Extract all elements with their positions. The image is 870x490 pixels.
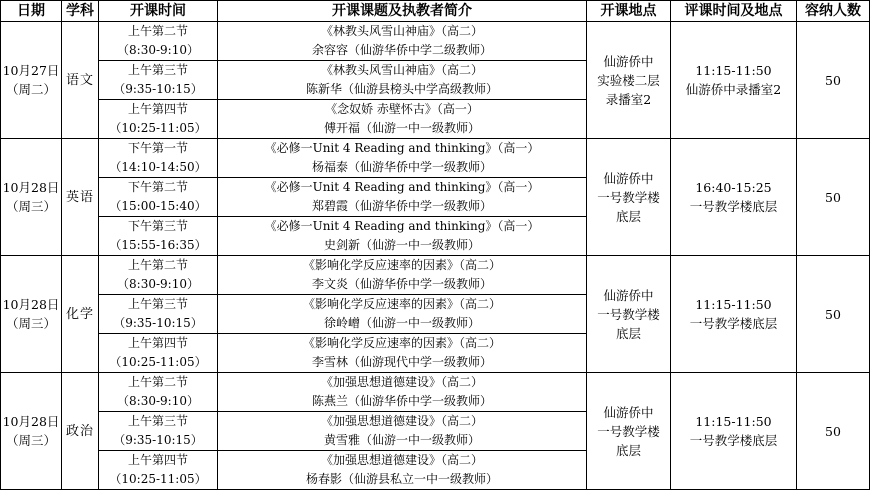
capacity-cell: 50 [797, 373, 870, 490]
topic-cell: 《加强思想道德建设》（高二） 陈燕兰（仙游华侨中学一级教师） [218, 373, 587, 412]
location-cell: 仙游侨中 实验楼二层 录播室2 [587, 22, 671, 139]
topic-cell: 《影响化学反应速率的因素》（高二） 徐岭嶒（仙游一中一级教师） [218, 295, 587, 334]
topic-cell: 《必修一Unit 4 Reading and thinking》（高一） 史剑新（仙游一中一级教师） [218, 217, 587, 256]
header-topic: 开课课题及执教者简介 [218, 1, 587, 22]
topic-cell: 《林教头风雪山神庙》（高二） 余容容（仙游华侨中学二级教师） [218, 22, 587, 61]
header-row [1, 1, 870, 22]
topic-cell: 《林教头风雪山神庙》（高二） 陈新华（仙游县榜头中学高级教师） [218, 61, 587, 100]
date-cell: 10月28日 （周三） [1, 139, 62, 256]
time-cell: 上午第二节 （8:30-9:10） [99, 373, 218, 412]
date-cell: 10月27日 （周二） [1, 22, 62, 139]
time-cell: 上午第二节 （8:30-9:10） [99, 22, 218, 61]
capacity-cell: 50 [797, 139, 870, 256]
table-row [1, 373, 870, 412]
time-cell: 上午第四节 （10:25-11:05） [99, 100, 218, 139]
header-date: 日期 [1, 1, 62, 22]
capacity-cell: 50 [797, 22, 870, 139]
topic-cell: 《必修一Unit 4 Reading and thinking》（高一） 杨福泰（仙游华侨中学一级教师） [218, 139, 587, 178]
topic-cell: 《必修一Unit 4 Reading and thinking》（高一） 郑碧霞（仙游华侨中学一级教师） [218, 178, 587, 217]
time-cell: 上午第三节 （9:35-10:15） [99, 295, 218, 334]
review-cell: 16:40-15:25 一号教学楼底层 [671, 139, 797, 256]
time-cell: 下午第三节 （15:55-16:35） [99, 217, 218, 256]
capacity-cell: 50 [797, 256, 870, 373]
location-cell: 仙游侨中 一号教学楼 底层 [587, 256, 671, 373]
location-cell: 仙游侨中 一号教学楼 底层 [587, 139, 671, 256]
header-subject: 学科 [62, 1, 99, 22]
review-cell: 11:15-11:50 仙游侨中录播室2 [671, 22, 797, 139]
date-cell: 10月28日 （周三） [1, 256, 62, 373]
review-cell: 11:15-11:50 一号教学楼底层 [671, 256, 797, 373]
time-cell: 上午第二节 （8:30-9:10） [99, 256, 218, 295]
time-cell: 上午第三节 （9:35-10:15） [99, 61, 218, 100]
date-cell: 10月28日 （周三） [1, 373, 62, 490]
table-row [1, 256, 870, 295]
review-cell: 11:15-11:50 一号教学楼底层 [671, 373, 797, 490]
table-row [1, 139, 870, 178]
location-cell: 仙游侨中 一号教学楼 底层 [587, 373, 671, 490]
header-review: 评课时间及地点 [671, 1, 797, 22]
subject-cell: 政治 [62, 373, 99, 490]
header-location: 开课地点 [587, 1, 671, 22]
subject-cell: 化学 [62, 256, 99, 373]
time-cell: 下午第一节 （14:10-14:50） [99, 139, 218, 178]
header-time: 开课时间 [99, 1, 218, 22]
subject-cell: 英语 [62, 139, 99, 256]
table-row [1, 22, 870, 61]
topic-cell: 《加强思想道德建设》（高二） 杨春影（仙游县私立一中一级教师） [218, 451, 587, 490]
time-cell: 上午第四节 （10:25-11:05） [99, 334, 218, 373]
time-cell: 上午第三节 （9:35-10:15） [99, 412, 218, 451]
header-capacity: 容纳人数 [797, 1, 870, 22]
subject-cell: 语文 [62, 22, 99, 139]
topic-cell: 《加强思想道德建设》（高二） 黄雪雅（仙游一中一级教师） [218, 412, 587, 451]
topic-cell: 《影响化学反应速率的因素》（高二） 李雪林（仙游现代中学一级教师） [218, 334, 587, 373]
time-cell: 上午第四节 （10:25-11:05） [99, 451, 218, 490]
time-cell: 下午第二节 （15:00-15:40） [99, 178, 218, 217]
topic-cell: 《影响化学反应速率的因素》（高二） 李文炎（仙游华侨中学一级教师） [218, 256, 587, 295]
topic-cell: 《念奴娇 赤壁怀古》（高一） 傅开福（仙游一中一级教师） [218, 100, 587, 139]
